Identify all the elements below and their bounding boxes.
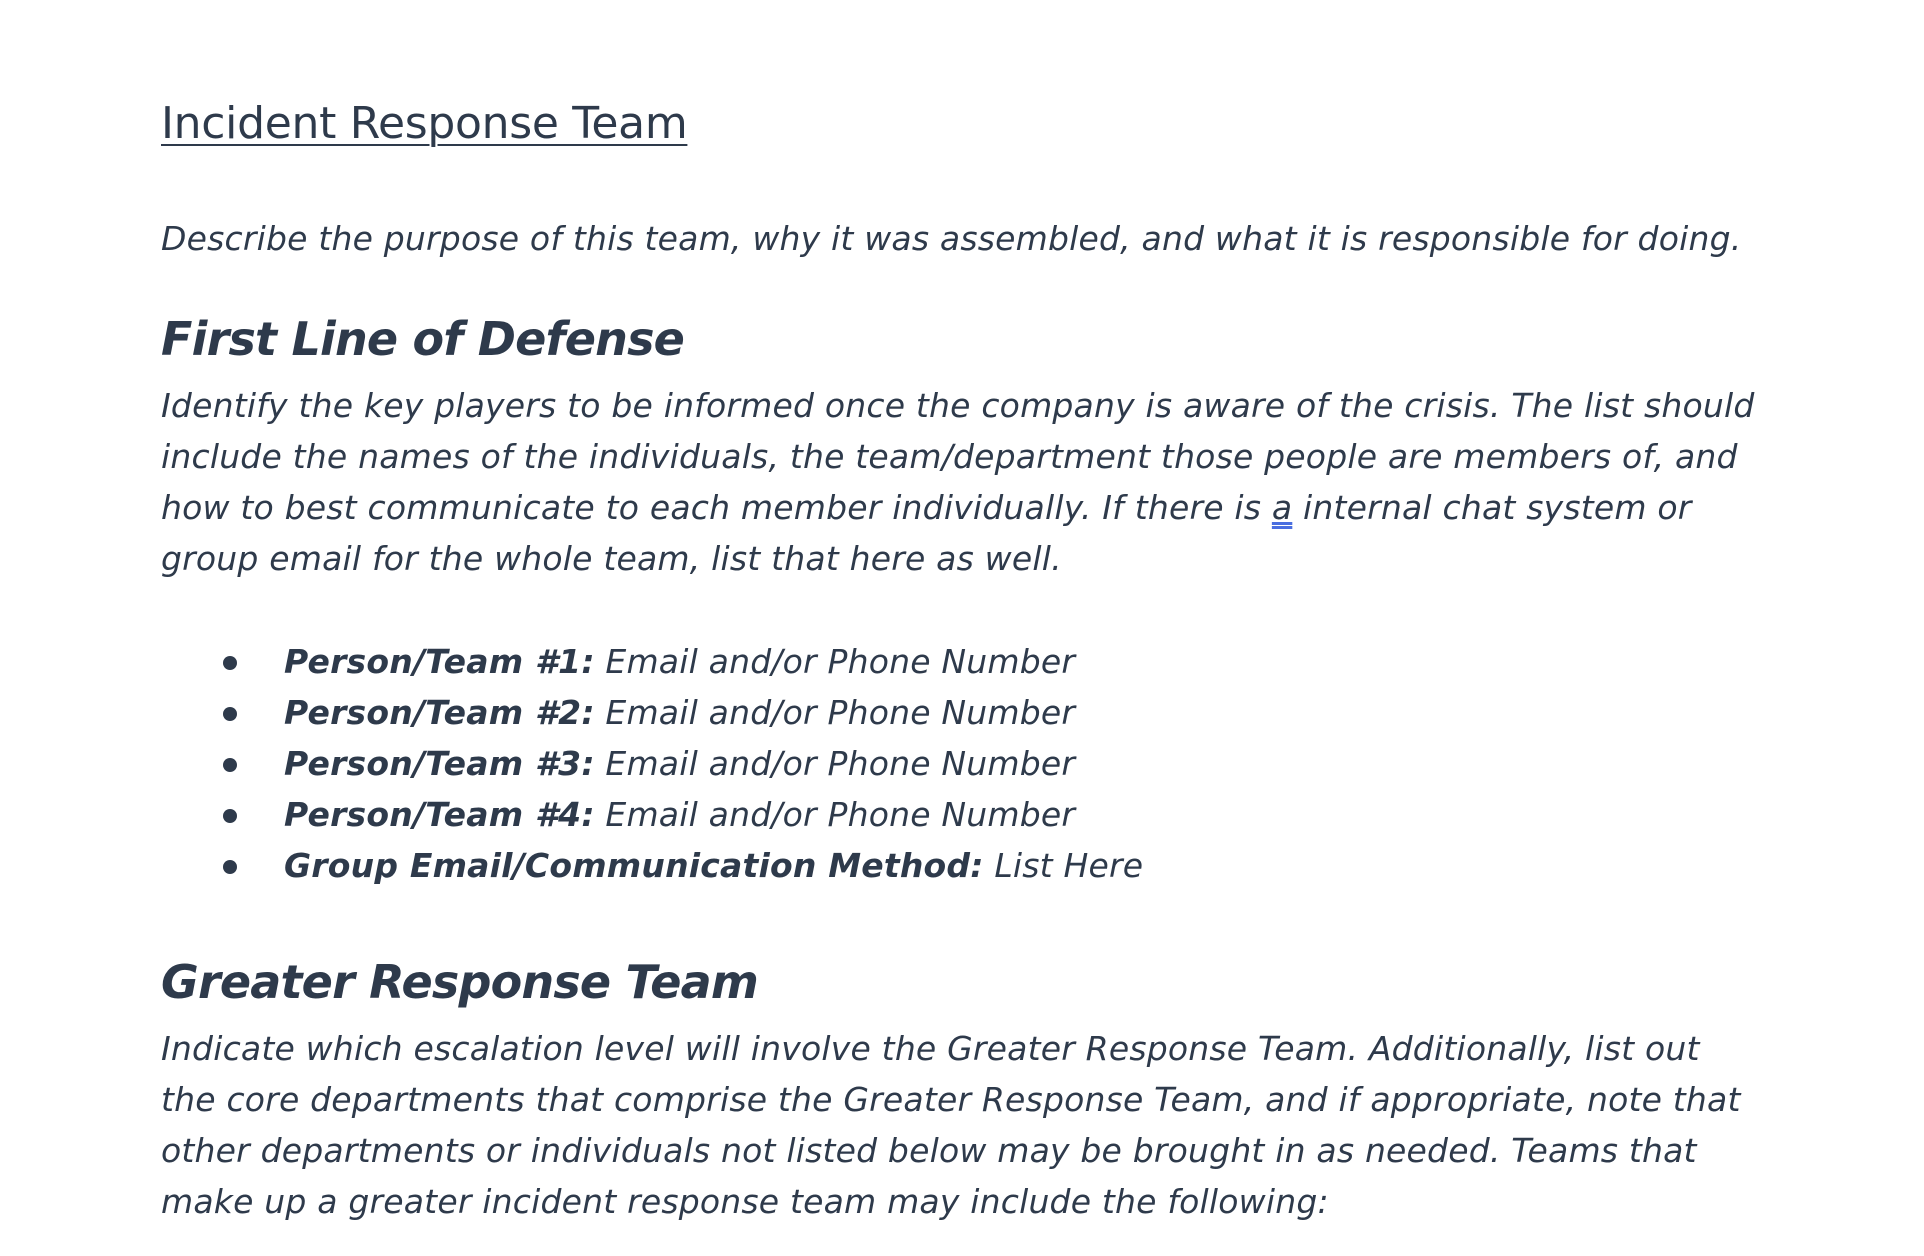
paragraph-line: make up a greater incident response team may include the following:: [161, 1182, 1329, 1221]
section-heading-greater-response-team: Greater Response Team: [161, 955, 758, 1009]
paragraph-line: Indicate which escalation level will involve the Greater Response Team. Additionally, list out: [161, 1029, 1700, 1068]
list-item: [161, 687, 1143, 738]
first-line-of-defense-paragraph: [161, 380, 1781, 584]
list-item-value: Email and/or Phone Number: [594, 642, 1076, 681]
list-item: [161, 738, 1143, 789]
list-item-value: List Here: [983, 846, 1144, 885]
list-item: [161, 789, 1143, 840]
spelling-suggestion-mark[interactable]: a: [1271, 488, 1293, 527]
paragraph-line: group email for the whole team, list that here as well.: [161, 539, 1062, 578]
paragraph-line: [161, 482, 1781, 533]
document-title: Incident Response Team: [161, 98, 688, 149]
bullet-icon: [223, 656, 237, 670]
list-item-label: Group Email/Communication Method:: [284, 846, 984, 885]
list-item-label: Person/Team #2:: [284, 693, 595, 732]
bullet-icon: [223, 809, 237, 823]
paragraph-text: how to best communicate to each member individually. If there is: [161, 488, 1272, 527]
greater-response-team-paragraph: [161, 1023, 1781, 1227]
paragraph-line: Identify the key players to be informed once the company is aware of the crisis. The list should: [161, 386, 1755, 425]
intro-paragraph: Describe the purpose of this team, why it was assembled, and what it is responsible for doing.: [161, 219, 1742, 258]
paragraph-line: the core departments that comprise the Greater Response Team, and if appropriate, note that: [161, 1080, 1741, 1119]
paragraph-text: internal chat system or: [1292, 488, 1692, 527]
list-item-label: Person/Team #3:: [284, 744, 595, 783]
paragraph-line: other departments or individuals not listed below may be brought in as needed. Teams that: [161, 1131, 1697, 1170]
list-item-value: Email and/or Phone Number: [594, 795, 1076, 834]
list-item-label: Person/Team #4:: [284, 795, 595, 834]
list-item-value: Email and/or Phone Number: [594, 693, 1076, 732]
list-item-label: Person/Team #1:: [284, 642, 595, 681]
list-item: [161, 636, 1143, 687]
list-item: [161, 840, 1143, 891]
list-item-value: Email and/or Phone Number: [594, 744, 1076, 783]
section-heading-first-line-of-defense: First Line of Defense: [161, 312, 685, 366]
bullet-icon: [223, 860, 237, 874]
bullet-icon: [223, 707, 237, 721]
paragraph-line: include the names of the individuals, the team/department those people are members of, and: [161, 437, 1738, 476]
contact-list: [161, 636, 1143, 891]
bullet-icon: [223, 758, 237, 772]
